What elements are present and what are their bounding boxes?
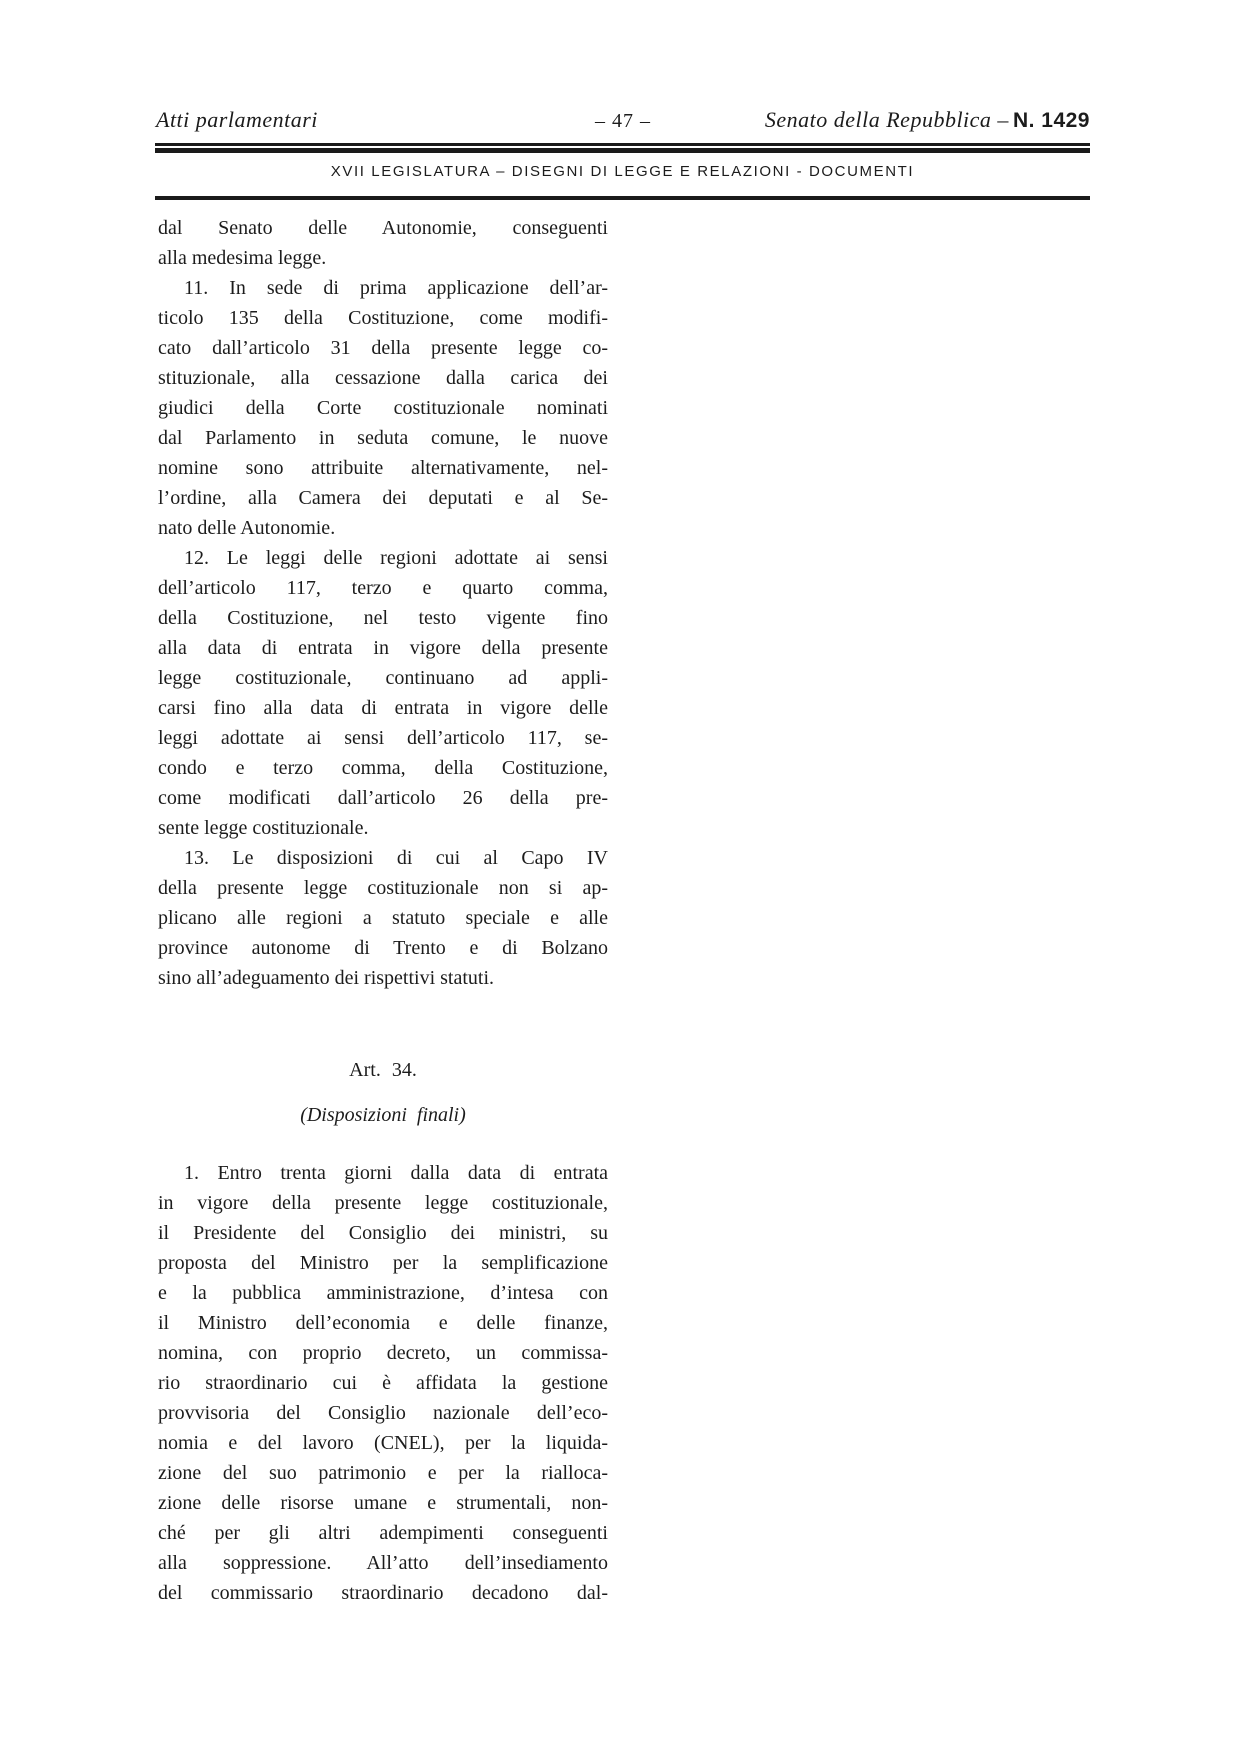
text-line: della presente legge costituzionale non si ap- — [158, 877, 608, 899]
text-line: il Presidente del Consiglio dei ministri, su — [158, 1222, 608, 1244]
text-line: giudici della Corte costituzionale nominati — [158, 397, 608, 419]
paragraph — [158, 273, 608, 543]
text-line: cato dall’articolo 31 della presente legge co- — [158, 337, 608, 359]
header-publication-title: Atti parlamentari — [156, 107, 318, 132]
page-header — [156, 101, 1090, 135]
text-line: nomina, con proprio decreto, un commissa- — [158, 1342, 608, 1364]
legislature-line: XVII LEGISLATURA – DISEGNI DI LEGGE E RELAZIONI - DOCUMENTI — [330, 163, 915, 180]
text-line: leggi adottate ai sensi dell’articolo 117, se- — [158, 727, 608, 749]
header-double-rule-thick — [155, 148, 1090, 153]
text-line: ticolo 135 della Costituzione, come modifi- — [158, 307, 608, 329]
paragraph — [158, 213, 608, 273]
text-line: alla soppressione. All’atto dell’insediamento — [158, 1552, 608, 1574]
text-line: stituzionale, alla cessazione dalla carica dei — [158, 367, 608, 389]
paragraph — [158, 543, 608, 843]
text-line: plicano alle regioni a statuto speciale e alle — [158, 907, 608, 929]
text-line: zione delle risorse umane e strumentali, non- — [158, 1492, 608, 1514]
text-line: alla medesima legge. — [158, 247, 327, 269]
header-document-number: N. 1429 — [1012, 109, 1090, 132]
text-line: l’ordine, alla Camera dei deputati e al Se- — [158, 487, 608, 509]
text-line: alla data di entrata in vigore della presente — [158, 637, 608, 659]
paragraph — [158, 1158, 608, 1608]
header-page-number: – 47 – — [595, 110, 651, 132]
header-chamber-title: Senato della Repubblica – — [764, 107, 1009, 132]
text-line: ché per gli altri adempimenti conseguenti — [158, 1522, 608, 1544]
text-line: nomine sono attribuite alternativamente, nel- — [158, 457, 608, 479]
text-line: sino all’adeguamento dei rispettivi statuti. — [158, 967, 495, 989]
header-double-rule-thin — [155, 143, 1090, 146]
text-line: 11. In sede di prima applicazione dell’ar- — [184, 277, 608, 299]
text-line: 12. Le leggi delle regioni adottate ai sensi — [184, 547, 608, 569]
text-line: provvisoria del Consiglio nazionale dell’eco- — [158, 1402, 608, 1424]
text-line: 1. Entro trenta giorni dalla data di entrata — [184, 1162, 608, 1184]
text-line: province autonome di Trento e di Bolzano — [158, 937, 608, 959]
article-heading: Art. 34. — [349, 1059, 417, 1081]
text-line: in vigore della presente legge costituzionale, — [158, 1192, 608, 1214]
text-line: il Ministro dell’economia e delle finanze, — [158, 1312, 608, 1334]
text-line: 13. Le disposizioni di cui al Capo IV — [184, 847, 608, 869]
text-line: della Costituzione, nel testo vigente fino — [158, 607, 608, 629]
paragraph — [158, 843, 608, 993]
subheader-rule — [155, 196, 1090, 200]
text-line: legge costituzionale, continuano ad appli- — [158, 667, 608, 689]
text-line: nato delle Autonomie. — [158, 517, 336, 539]
text-line: dell’articolo 117, terzo e quarto comma, — [158, 577, 608, 599]
text-line: nomia e del lavoro (CNEL), per la liquida- — [158, 1432, 608, 1454]
text-line: condo e terzo comma, della Costituzione, — [158, 757, 608, 779]
text-line: come modificati dall’articolo 26 della pre- — [158, 787, 608, 809]
text-line: sente legge costituzionale. — [158, 817, 369, 839]
text-line: proposta del Ministro per la semplificazione — [158, 1252, 608, 1274]
body-text-column — [158, 213, 608, 1608]
article-subtitle: (Disposizioni finali) — [300, 1104, 466, 1126]
text-line: dal Parlamento in seduta comune, le nuove — [158, 427, 608, 449]
text-line: carsi fino alla data di entrata in vigore delle — [158, 697, 608, 719]
text-line: del commissario straordinario decadono dal- — [158, 1582, 608, 1604]
text-line: e la pubblica amministrazione, d’intesa con — [158, 1282, 608, 1304]
text-line: rio straordinario cui è affidata la gestione — [158, 1372, 608, 1394]
text-line: zione del suo patrimonio e per la rialloca- — [158, 1462, 608, 1484]
header-right-group — [765, 107, 1090, 133]
text-line: dal Senato delle Autonomie, conseguenti — [158, 217, 608, 239]
